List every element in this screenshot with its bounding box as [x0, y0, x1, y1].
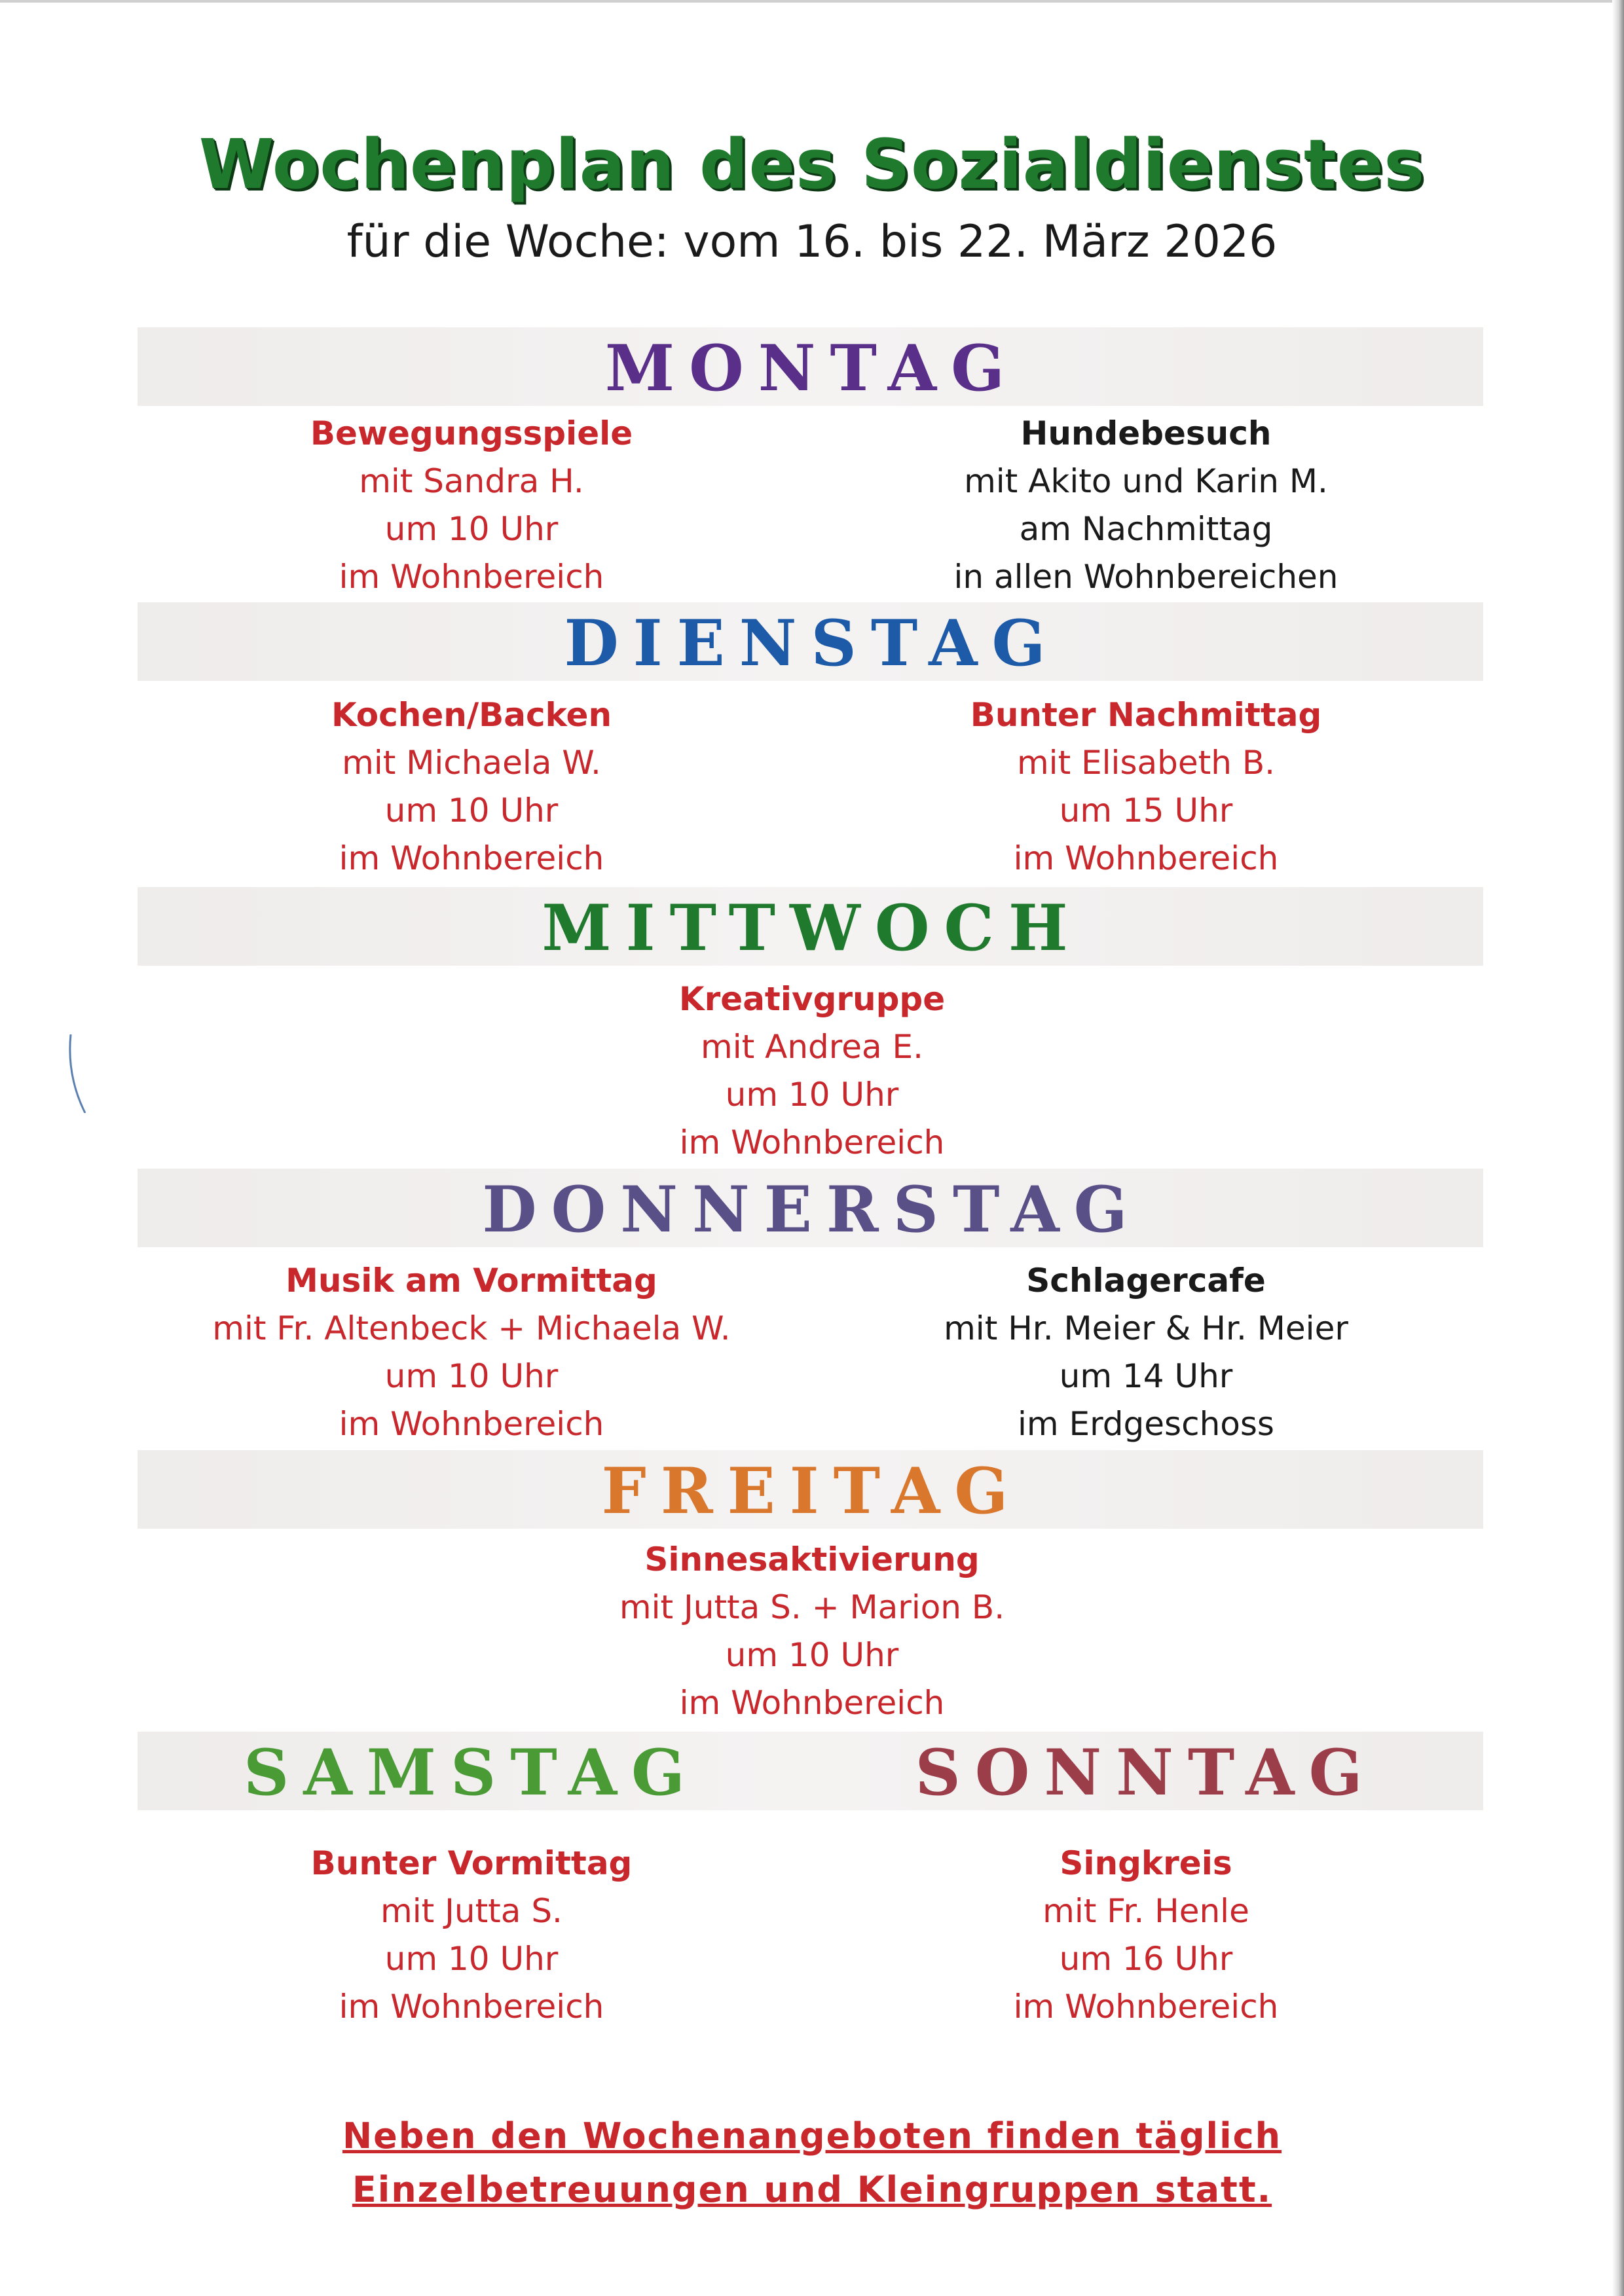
day-heading-mittwoch: MITTWOCH [542, 891, 1082, 965]
activity-time: um 15 Uhr [1059, 792, 1233, 829]
activity-time: um 10 Uhr [725, 1636, 899, 1674]
activity-host: mit Michaela W. [342, 744, 601, 782]
activity-location: im Wohnbereich [339, 1405, 604, 1443]
day-heading-dienstag: DIENSTAG [564, 606, 1060, 680]
activity-location: im Wohnbereich [339, 1988, 604, 2026]
footer-line-1: Neben den Wochenangeboten finden täglich [342, 2115, 1282, 2157]
activity-title: Kochen/Backen [331, 696, 612, 734]
day-heading-donnerstag: DONNERSTAG [482, 1173, 1142, 1247]
activity-title: Bunter Nachmittag [970, 696, 1322, 734]
footer-line-2: Einzelbetreuungen und Kleingruppen statt. [352, 2169, 1272, 2210]
activity-time: um 10 Uhr [384, 1357, 559, 1395]
activity-time: am Nachmittag [1019, 510, 1273, 548]
activity-time: um 10 Uhr [384, 510, 559, 548]
activity-title: Kreativgruppe [678, 980, 946, 1018]
activity-host: mit Fr. Altenbeck + Michaela W. [212, 1309, 731, 1347]
activity-mittwoch [452, 975, 1172, 1167]
activity-samstag [111, 1840, 832, 2031]
activity-location: im Wohnbereich [1013, 839, 1279, 877]
activity-montag-left [111, 410, 832, 601]
activity-location: im Wohnbereich [339, 839, 604, 877]
day-heading-freitag: FREITAG [601, 1454, 1023, 1528]
activity-time: um 16 Uhr [1059, 1940, 1233, 1978]
activity-host: mit Hr. Meier & Hr. Meier [944, 1309, 1348, 1347]
page-title: Wochenplan des Sozialdienstes [198, 124, 1426, 204]
activity-time: um 14 Uhr [1059, 1357, 1233, 1395]
activity-host: mit Sandra H. [359, 462, 584, 500]
activity-location: im Erdgeschoss [1018, 1405, 1274, 1443]
activity-host: mit Jutta S. + Marion B. [619, 1588, 1005, 1626]
activity-freitag [452, 1536, 1172, 1727]
activity-donnerstag-left [111, 1257, 832, 1448]
activity-dienstag-left [111, 691, 832, 883]
activity-title: Bunter Vormittag [310, 1844, 633, 1882]
activity-time: um 10 Uhr [725, 1076, 899, 1114]
activity-title: Musik am Vormittag [286, 1262, 657, 1300]
activity-location: im Wohnbereich [1013, 1988, 1279, 2026]
activity-title: Sinnesaktivierung [644, 1540, 980, 1578]
activity-time: um 10 Uhr [384, 792, 559, 829]
activity-dienstag-right [786, 691, 1506, 883]
day-heading-montag: MONTAG [604, 331, 1020, 405]
activity-host: mit Akito und Karin M. [964, 462, 1328, 500]
day-heading-samstag: SAMSTAG [243, 1736, 700, 1810]
activity-location: im Wohnbereich [679, 1123, 945, 1161]
activity-location: im Wohnbereich [339, 558, 604, 596]
scan-edge-top [0, 0, 1624, 3]
activity-donnerstag-right [786, 1257, 1506, 1448]
activity-sonntag [786, 1840, 1506, 2031]
scan-mark [65, 1034, 92, 1113]
activity-montag-right [786, 410, 1506, 601]
activity-host: mit Elisabeth B. [1016, 744, 1276, 782]
activity-host: mit Fr. Henle [1043, 1892, 1249, 1930]
day-heading-sonntag: SONNTAG [915, 1736, 1377, 1810]
activity-title: Schlagercafe [1026, 1262, 1266, 1300]
activity-title: Bewegungsspiele [310, 414, 633, 452]
activity-host: mit Andrea E. [701, 1028, 923, 1066]
activity-title: Singkreis [1060, 1844, 1232, 1882]
footer-note [0, 2109, 1624, 2217]
activity-title: Hundebesuch [1020, 414, 1272, 452]
activity-host: mit Jutta S. [380, 1892, 563, 1930]
activity-location: im Wohnbereich [679, 1684, 945, 1722]
activity-location: in allen Wohnbereichen [953, 558, 1338, 596]
activity-time: um 10 Uhr [384, 1940, 559, 1978]
page-subtitle: für die Woche: vom 16. bis 22. März 2026 [346, 216, 1278, 268]
